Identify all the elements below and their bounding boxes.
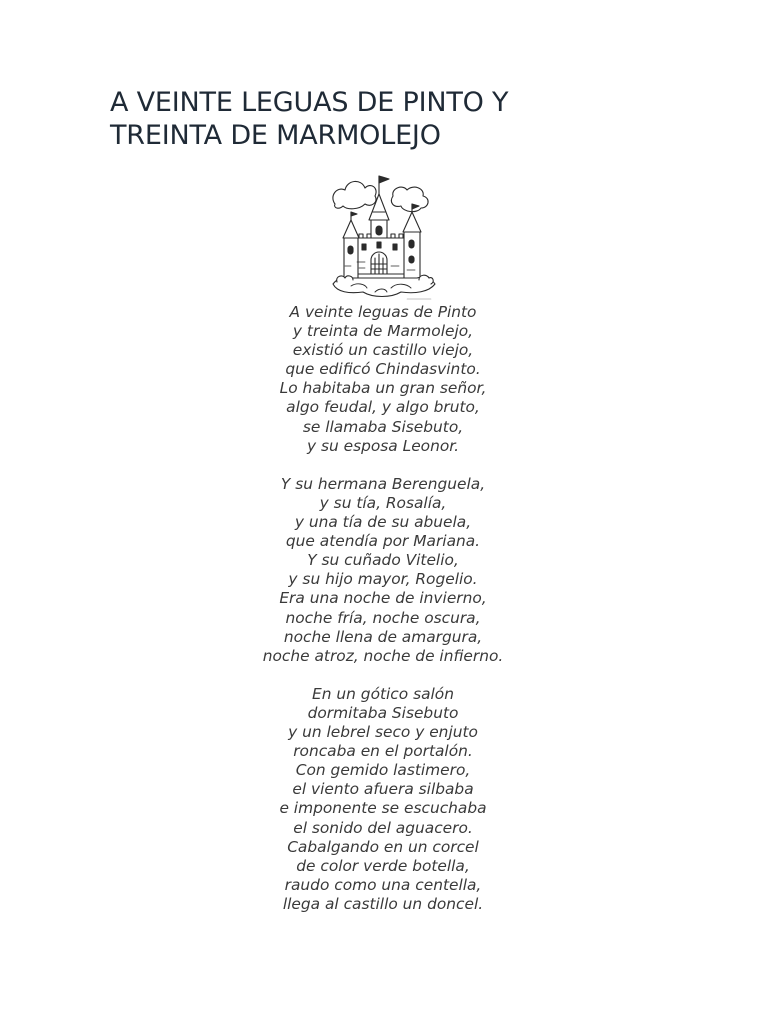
poem	[0, 303, 766, 933]
verse: y su esposa Leonor.	[306, 436, 460, 455]
verse: el viento afuera silbaba	[292, 780, 474, 799]
page-title	[110, 86, 670, 152]
verse: Era una noche de invierno,	[279, 589, 487, 608]
title-line-2: TREINTA DE MARMOLEJO	[110, 120, 441, 151]
verse: algo feudal, y algo bruto,	[286, 398, 480, 417]
verse: de color verde botella,	[296, 856, 470, 875]
verse: y una tía de su abuela,	[294, 513, 472, 532]
verse: noche fría, noche oscura,	[285, 608, 481, 627]
verse: y su hijo mayor, Rogelio.	[288, 570, 478, 589]
verse: Y su hermana Berenguela,	[280, 474, 486, 493]
stanza-3	[0, 685, 766, 914]
stanza-2	[0, 475, 766, 666]
verse: dormitaba Sisebuto	[307, 703, 459, 722]
verse: raudo como una centella,	[284, 875, 482, 894]
verse: que atendía por Mariana.	[285, 532, 481, 551]
verse: Con gemido lastimero,	[295, 761, 471, 780]
verse: A veinte leguas de Pinto	[289, 303, 477, 321]
verse: y su tía, Rosalía,	[319, 493, 447, 512]
castle-icon	[331, 166, 437, 302]
title-line-1: A VEINTE LEGUAS DE PINTO Y	[110, 87, 509, 118]
verse: Y su cuñado Vitelio,	[307, 551, 459, 570]
verse: que edificó Chindasvinto.	[285, 360, 481, 379]
verse: noche llena de amargura,	[283, 627, 483, 646]
verse: En un gótico salón	[312, 684, 454, 703]
verse: llega al castillo un doncel.	[282, 894, 484, 913]
verse: el sonido del aguacero.	[293, 818, 473, 837]
verse: Cabalgando en un corcel	[287, 837, 479, 856]
verse: y treinta de Marmolejo,	[292, 322, 474, 341]
verse: e imponente se escuchaba	[279, 799, 487, 818]
verse: se llamaba Sisebuto,	[302, 417, 464, 436]
verse: noche atroz, noche de infierno.	[262, 646, 504, 665]
verse: roncaba en el portalón.	[293, 742, 473, 761]
verse: y un lebrel seco y enjuto	[288, 723, 478, 742]
verse: Lo habitaba un gran señor,	[279, 379, 487, 398]
stanza-1	[0, 303, 766, 456]
verse: existió un castillo viejo,	[292, 341, 474, 360]
